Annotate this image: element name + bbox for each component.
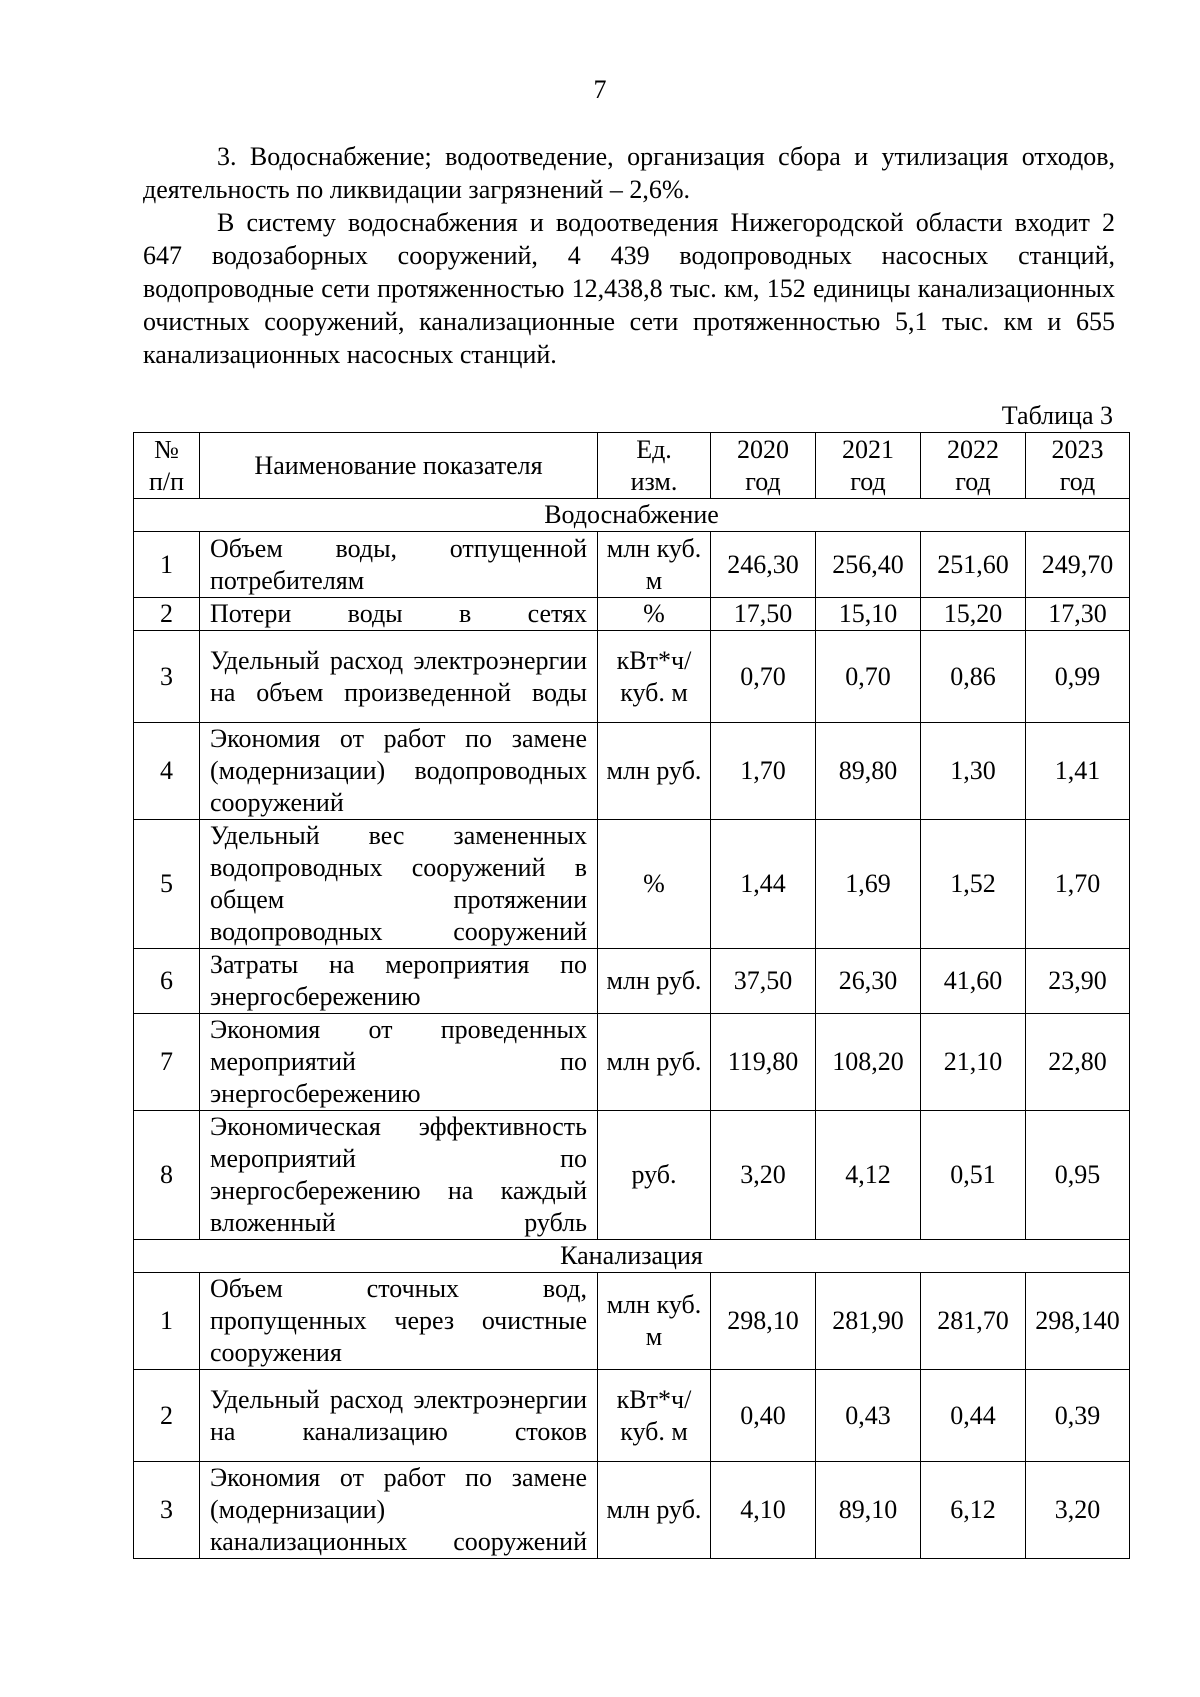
table-row bbox=[134, 631, 1130, 723]
header-unit bbox=[598, 433, 711, 499]
table-body bbox=[134, 499, 1130, 1559]
row-value: 298,10 bbox=[711, 1273, 816, 1370]
row-name: Экономия от работ по замене (модернизации) канализационных сооружений bbox=[200, 1462, 598, 1559]
section-title: Канализация bbox=[134, 1240, 1130, 1273]
row-value: 0,39 bbox=[1026, 1370, 1130, 1462]
row-value: 0,44 bbox=[921, 1370, 1026, 1462]
section-row bbox=[134, 1240, 1130, 1273]
row-value: 15,20 bbox=[921, 598, 1026, 631]
header-year: 2023 bbox=[1051, 434, 1104, 464]
paragraph: В систему водоснабжения и водоотведения Нижегородской области входит 2 647 водозаборных сооружений, 4 439 водопроводных насосных станций, водопроводные сети протяженностью 12,438,8 тыс. км, 152 единицы канализационных очистных сооружений, канализационные сети протяженностью 5,1 тыс. км и 655 канализационных насосных станций. bbox=[143, 208, 1115, 369]
row-value: 41,60 bbox=[921, 949, 1026, 1014]
header-num-line1: № bbox=[154, 434, 179, 464]
header-year: 2021 bbox=[842, 434, 894, 464]
row-num: 4 bbox=[134, 723, 200, 820]
row-unit: млн куб. м bbox=[598, 1273, 711, 1370]
table-row bbox=[134, 532, 1130, 598]
row-value: 17,50 bbox=[711, 598, 816, 631]
row-value: 298,140 bbox=[1026, 1273, 1130, 1370]
header-year: 2022 bbox=[947, 434, 999, 464]
row-num: 3 bbox=[134, 631, 200, 723]
row-value: 246,30 bbox=[711, 532, 816, 598]
table-header-row bbox=[134, 433, 1130, 499]
body-text bbox=[143, 140, 1115, 371]
row-unit: млн руб. bbox=[598, 949, 711, 1014]
row-value: 4,12 bbox=[816, 1111, 921, 1240]
row-value: 3,20 bbox=[711, 1111, 816, 1240]
paragraph: 3. Водоснабжение; водоотведение, организация сбора и утилизация отходов, деятельность по ликвидации загрязнений – 2,6%. bbox=[143, 142, 1115, 204]
row-value: 0,86 bbox=[921, 631, 1026, 723]
header-year-suffix: год bbox=[955, 466, 991, 496]
page-number: 7 bbox=[593, 75, 607, 104]
header-name: Наименование показателя bbox=[200, 433, 598, 499]
table-row bbox=[134, 949, 1130, 1014]
row-value: 281,70 bbox=[921, 1273, 1026, 1370]
row-value: 3,20 bbox=[1026, 1462, 1130, 1559]
row-value: 1,69 bbox=[816, 820, 921, 949]
row-value: 15,10 bbox=[816, 598, 921, 631]
header-year-suffix: год bbox=[850, 466, 886, 496]
row-num: 8 bbox=[134, 1111, 200, 1240]
row-value: 251,60 bbox=[921, 532, 1026, 598]
table-caption: Таблица 3 bbox=[1001, 401, 1113, 430]
header-year-2020 bbox=[711, 433, 816, 499]
row-value: 108,20 bbox=[816, 1014, 921, 1111]
row-value: 0,43 bbox=[816, 1370, 921, 1462]
row-value: 22,80 bbox=[1026, 1014, 1130, 1111]
table-row bbox=[134, 723, 1130, 820]
row-value: 0,70 bbox=[711, 631, 816, 723]
row-name: Объем сточных вод, пропущенных через очистные сооружения bbox=[200, 1273, 598, 1370]
row-value: 0,70 bbox=[816, 631, 921, 723]
row-value: 0,51 bbox=[921, 1111, 1026, 1240]
row-num: 2 bbox=[134, 1370, 200, 1462]
row-value: 281,90 bbox=[816, 1273, 921, 1370]
row-unit: кВт*ч/ куб. м bbox=[598, 1370, 711, 1462]
row-unit: млн куб. м bbox=[598, 532, 711, 598]
row-value: 89,80 bbox=[816, 723, 921, 820]
row-name: Затраты на мероприятия по энергосбережению bbox=[200, 949, 598, 1014]
row-name: Экономия от работ по замене (модернизации) водопроводных сооружений bbox=[200, 723, 598, 820]
row-value: 1,70 bbox=[711, 723, 816, 820]
row-unit: % bbox=[598, 598, 711, 631]
section-title: Водоснабжение bbox=[134, 499, 1130, 532]
row-value: 1,70 bbox=[1026, 820, 1130, 949]
row-value: 26,30 bbox=[816, 949, 921, 1014]
table-row bbox=[134, 1111, 1130, 1240]
header-year-2021 bbox=[816, 433, 921, 499]
row-num: 1 bbox=[134, 532, 200, 598]
row-num: 5 bbox=[134, 820, 200, 949]
header-unit-line1: Ед. bbox=[636, 434, 672, 464]
row-value: 1,44 bbox=[711, 820, 816, 949]
row-unit: % bbox=[598, 820, 711, 949]
row-name: Объем воды, отпущенной потребителям bbox=[200, 532, 598, 598]
row-num: 2 bbox=[134, 598, 200, 631]
row-unit: млн руб. bbox=[598, 1462, 711, 1559]
header-year-suffix: год bbox=[745, 466, 781, 496]
table-row bbox=[134, 1273, 1130, 1370]
row-num: 3 bbox=[134, 1462, 200, 1559]
row-value: 1,52 bbox=[921, 820, 1026, 949]
row-num: 6 bbox=[134, 949, 200, 1014]
section-row bbox=[134, 499, 1130, 532]
row-name: Удельный вес замененных водопроводных сооружений в общем протяжении водопроводных сооружений bbox=[200, 820, 598, 949]
row-value: 21,10 bbox=[921, 1014, 1026, 1111]
row-unit: млн руб. bbox=[598, 1014, 711, 1111]
row-name: Потери воды в сетях bbox=[200, 598, 598, 631]
row-value: 6,12 bbox=[921, 1462, 1026, 1559]
row-unit: руб. bbox=[598, 1111, 711, 1240]
indicators-table bbox=[133, 432, 1130, 1559]
header-year-suffix: год bbox=[1059, 466, 1096, 496]
row-value: 1,41 bbox=[1026, 723, 1130, 820]
row-num: 7 bbox=[134, 1014, 200, 1111]
row-value: 17,30 bbox=[1026, 598, 1130, 631]
header-year-2022 bbox=[921, 433, 1026, 499]
row-unit: млн руб. bbox=[598, 723, 711, 820]
row-name: Экономическая эффективность мероприятий по энергосбережению на каждый вложенный рубль bbox=[200, 1111, 598, 1240]
table-row bbox=[134, 1462, 1130, 1559]
header-num bbox=[134, 433, 200, 499]
row-name: Экономия от проведенных мероприятий по энергосбережению bbox=[200, 1014, 598, 1111]
row-value: 0,40 bbox=[711, 1370, 816, 1462]
row-value: 0,95 bbox=[1026, 1111, 1130, 1240]
row-value: 0,99 bbox=[1026, 631, 1130, 723]
header-unit-line2: изм. bbox=[630, 466, 678, 496]
row-num: 1 bbox=[134, 1273, 200, 1370]
table-row bbox=[134, 1370, 1130, 1462]
table-row bbox=[134, 820, 1130, 949]
row-value: 37,50 bbox=[711, 949, 816, 1014]
header-num-line2: п/п bbox=[148, 466, 185, 496]
row-value: 249,70 bbox=[1026, 532, 1130, 598]
row-name: Удельный расход электроэнергии на канализацию стоков bbox=[200, 1370, 598, 1462]
header-year: 2020 bbox=[737, 434, 789, 464]
row-value: 119,80 bbox=[711, 1014, 816, 1111]
table-row bbox=[134, 1014, 1130, 1111]
row-value: 256,40 bbox=[816, 532, 921, 598]
header-year-2023 bbox=[1026, 433, 1130, 499]
row-value: 89,10 bbox=[816, 1462, 921, 1559]
row-value: 1,30 bbox=[921, 723, 1026, 820]
row-name: Удельный расход электроэнергии на объем произведенной воды bbox=[200, 631, 598, 723]
row-unit: кВт*ч/ куб. м bbox=[598, 631, 711, 723]
row-value: 23,90 bbox=[1026, 949, 1130, 1014]
table-row bbox=[134, 598, 1130, 631]
row-value: 4,10 bbox=[711, 1462, 816, 1559]
